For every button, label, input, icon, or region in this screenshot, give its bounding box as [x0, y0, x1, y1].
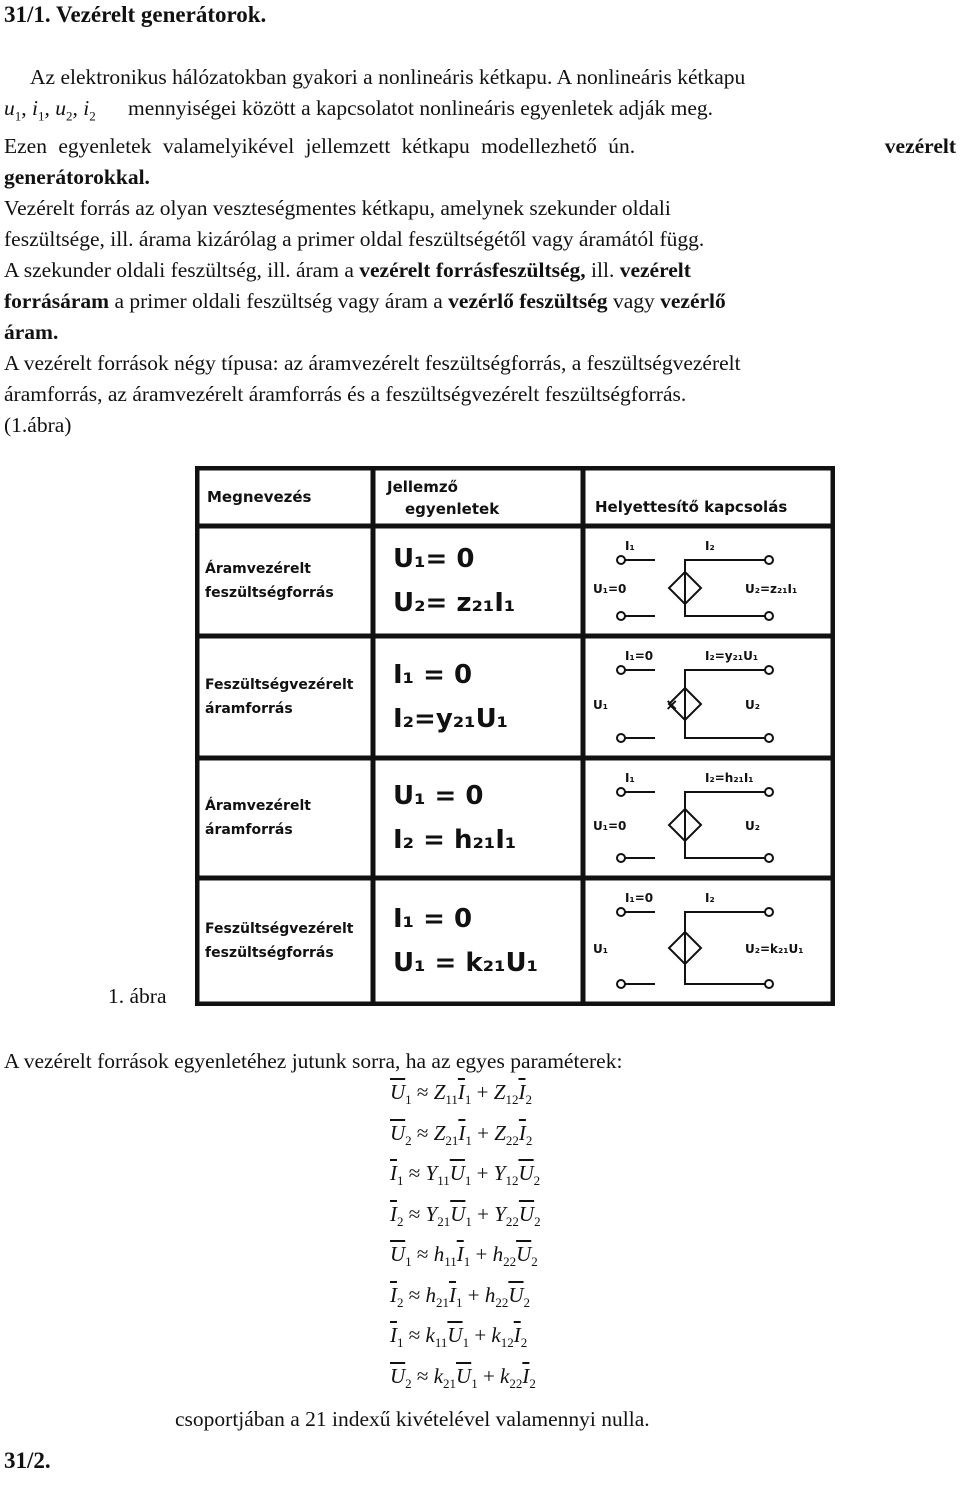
parameter-equation: $\overline{U}_2 \approx Z_{21}\overline{I}_1 + Z_{22}\overline{I}_2$: [390, 1120, 533, 1148]
terminal: [617, 908, 625, 916]
types-line-2: áramforrás, az áramvezérelt áramforrás és a feszültségvezérelt feszültségforrás.: [4, 382, 687, 407]
row-name-1: Áramvezérelt: [205, 561, 311, 577]
row-eq-1: U₁ = 0: [393, 781, 484, 811]
header-eq-1: Jellemző: [387, 478, 458, 496]
left-port-wire: [625, 670, 655, 738]
right-current-label: I₂=h₂₁I₁: [705, 771, 754, 785]
intro-line-4: generátorokkal.: [4, 165, 150, 190]
intro-line-2: $u_1$, $i_1$, $u_2$, $i_2$ mennyiségei között a kapcsolatot nonlineáris egyenletek adják meg.: [4, 96, 714, 124]
terminal: [765, 666, 773, 674]
row-name-1: Feszültségvezérelt: [205, 921, 354, 937]
left-voltage-label: U₁=0: [593, 819, 627, 833]
def-line-5: áram.: [4, 320, 59, 345]
terminal: [765, 854, 773, 862]
left-voltage-label: U₁: [593, 698, 608, 712]
right-current-label: I₂=y₂₁U₁: [705, 649, 759, 663]
section-heading: 31/1. Vezérelt generátorok.: [4, 2, 267, 27]
row-eq-2: I₂=y₂₁U₁: [393, 704, 509, 734]
row-name-1: Áramvezérelt: [205, 798, 311, 814]
terminal: [765, 556, 773, 564]
parameter-equation: $\overline{I}_2 \approx h_{21}\overline{I}_1 + h_{22}\overline{U}_2$: [390, 1282, 531, 1310]
terminal: [617, 666, 625, 674]
parameter-equation: $\overline{I}_1 \approx k_{11}\overline{U}_1 + k_{12}\overline{I}_2$: [390, 1323, 528, 1351]
controlled-sources-figure: [195, 466, 835, 1006]
left-port-wire: [625, 560, 655, 616]
terminal: [765, 788, 773, 796]
terminal: [765, 612, 773, 620]
parameter-equation: $\overline{U}_1 \approx Z_{11}\overline{I}_1 + Z_{12}\overline{I}_2$: [390, 1080, 532, 1108]
right-current-label: I₂: [705, 891, 715, 905]
right-voltage-label: U₂: [745, 698, 760, 712]
open-circuit-mark: ×: [665, 695, 679, 714]
parameter-equation: $\overline{I}_2 \approx Y_{21}\overline{U}_1 + Y_{22}\overline{U}_2$: [390, 1201, 541, 1229]
left-current-label: I₁=0: [625, 649, 654, 663]
row-eq-1: U₁= 0: [393, 544, 475, 574]
right-current-label: I₂: [705, 539, 715, 553]
def-line-2: feszültsége, ill. árama kizárólag a primer oldal feszültségétől vagy áramától függ.: [4, 227, 705, 252]
def-line-3: A szekunder oldali feszültség, ill. áram a vezérelt forrásfeszültség, ill. vezérelt: [4, 258, 691, 283]
page-footer: 31/2.: [4, 1448, 51, 1473]
left-current-label: I₁: [625, 539, 635, 553]
intro-paragraph: [4, 62, 956, 441]
closing-text: csoportjában a 21 indexű kivételével valamennyi nulla.: [175, 1407, 650, 1431]
left-voltage-label: U₁=0: [593, 582, 627, 596]
types-line-1: A vezérelt források négy típusa: az áramvezérelt feszültségforrás, a feszültségvezérelt: [4, 351, 741, 376]
def-line-4: forrásáram a primer oldali feszültség vagy áram a vezérlő feszültség vagy vezérlő: [4, 289, 726, 314]
row-eq-2: U₂= z₂₁I₁: [393, 588, 516, 618]
parameter-equation: $\overline{I}_1 \approx Y_{11}\overline{U}_1 + Y_{12}\overline{U}_2$: [390, 1161, 541, 1189]
left-current-label: I₁=0: [625, 891, 654, 905]
intro-line-1: Az elektronikus hálózatokban gyakori a nonlineáris kétkapu. A nonlineáris kétkapu: [30, 65, 746, 89]
terminal: [617, 556, 625, 564]
header-name: Megnevezés: [207, 488, 312, 506]
right-voltage-label: U₂=z₂₁I₁: [745, 582, 798, 596]
row-eq-1: I₁ = 0: [393, 660, 473, 690]
row-eq-2: U₁ = k₂₁U₁: [393, 948, 538, 978]
left-current-label: I₁: [625, 771, 635, 785]
figure-caption: 1. ábra: [108, 984, 167, 1008]
terminal: [765, 980, 773, 988]
terminal: [617, 980, 625, 988]
parameter-equation: $\overline{U}_1 \approx h_{11}\overline{I}_1 + h_{22}\overline{U}_2$: [390, 1242, 538, 1270]
right-voltage-label: U₂: [745, 819, 760, 833]
header-circuit: Helyettesítő kapcsolás: [595, 498, 788, 516]
terminal: [617, 788, 625, 796]
left-port-wire: [625, 792, 655, 858]
row-name-2: feszültségforrás: [205, 585, 334, 601]
terminal: [765, 734, 773, 742]
terminal: [617, 612, 625, 620]
terminal: [617, 854, 625, 862]
row-name-2: áramforrás: [205, 822, 293, 838]
row-name-2: feszültségforrás: [205, 945, 334, 961]
terminal: [765, 908, 773, 916]
terminal: [617, 734, 625, 742]
row-name-1: Feszültségvezérelt: [205, 677, 354, 693]
left-port-wire: [625, 912, 655, 984]
row-eq-2: I₂ = h₂₁I₁: [393, 825, 517, 855]
types-line-3: (1.ábra): [4, 413, 72, 438]
def-line-1: Vezérelt forrás az olyan veszteségmentes kétkapu, amelynek szekunder oldali: [4, 196, 671, 221]
header-eq-2: egyenletek: [405, 500, 500, 518]
equations-intro: A vezérelt források egyenletéhez jutunk sorra, ha az egyes paraméterek:: [4, 1049, 623, 1073]
row-eq-1: I₁ = 0: [393, 904, 473, 934]
left-voltage-label: U₁: [593, 942, 608, 956]
parameter-equation: $\overline{U}_2 \approx k_{21}\overline{U}_1 + k_{22}\overline{I}_2$: [390, 1363, 536, 1391]
intro-line-3: Ezen egyenletek valamelyikével jellemzett kétkapu modellezhető ún. vezérelt: [4, 134, 956, 159]
row-name-2: áramforrás: [205, 701, 293, 717]
right-voltage-label: U₂=k₂₁U₁: [745, 942, 804, 956]
